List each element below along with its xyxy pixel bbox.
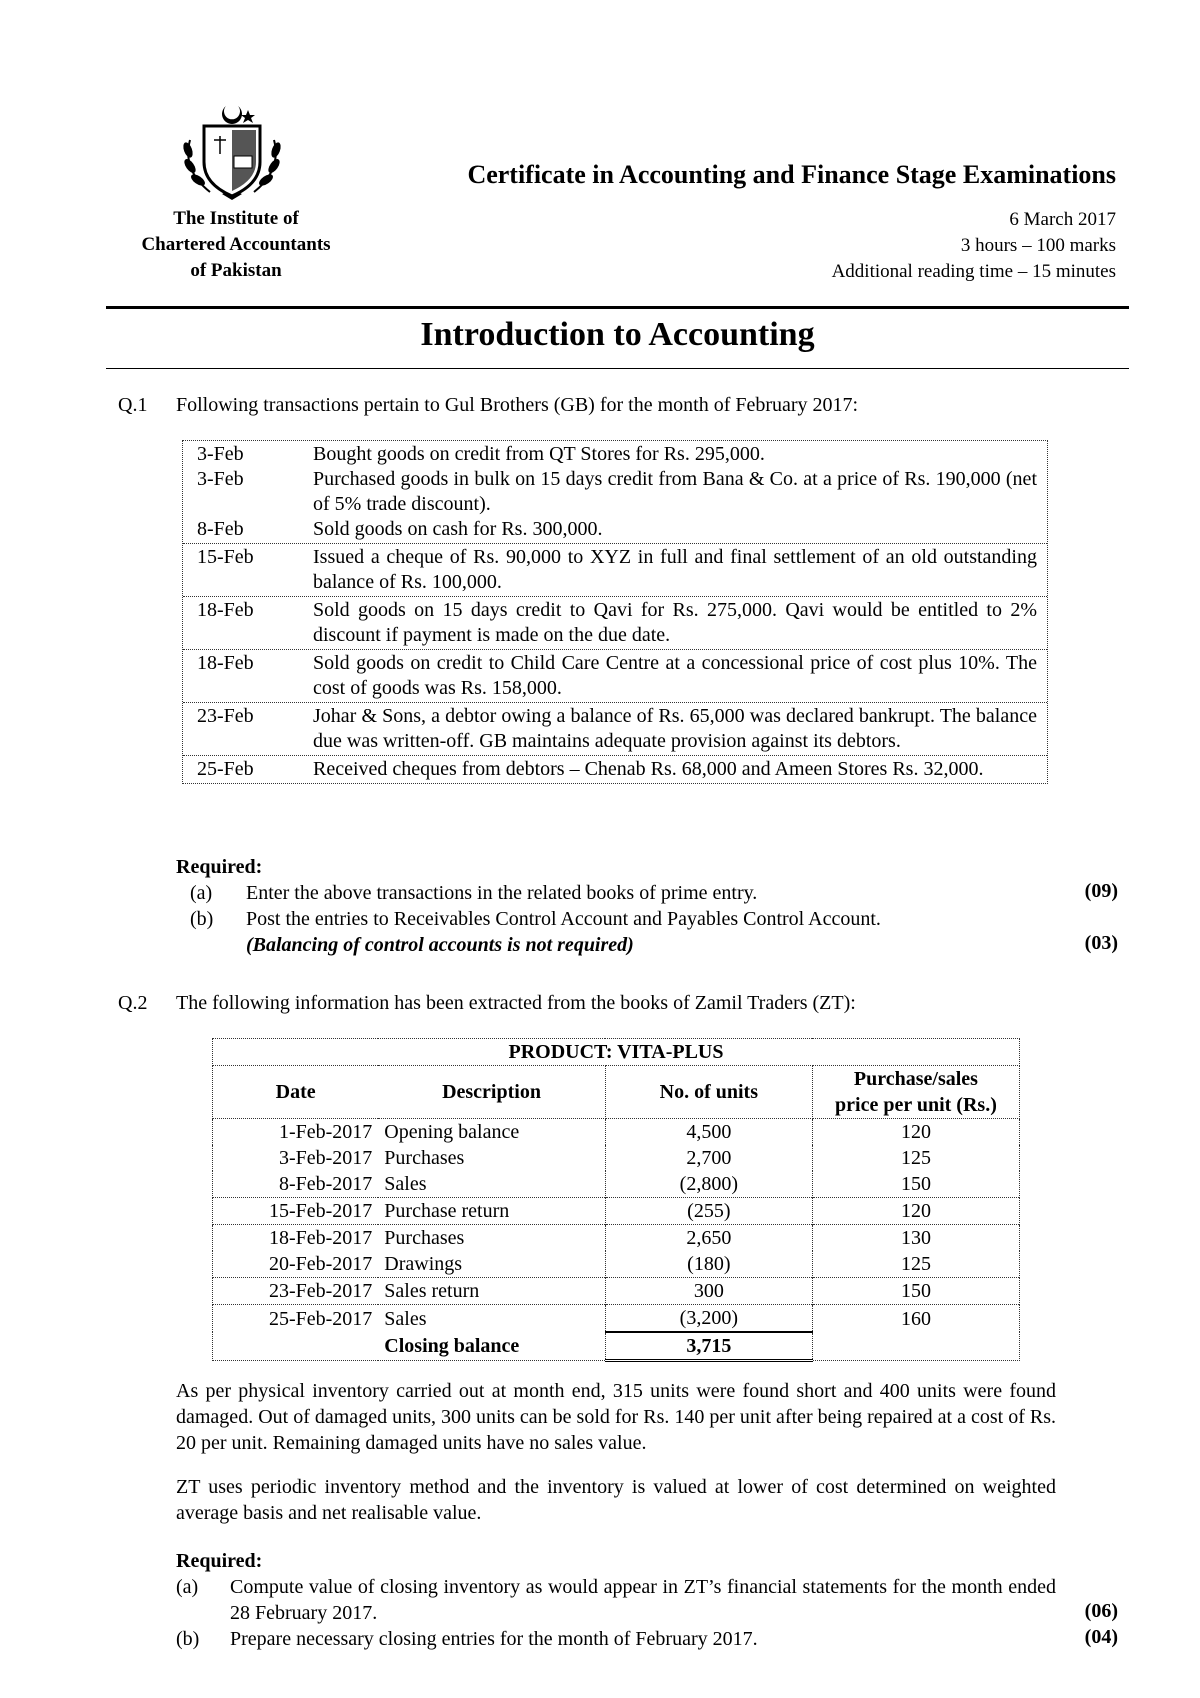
exam-date: 6 March 2017 <box>1009 209 1116 230</box>
requirement-label: (b) <box>190 908 214 930</box>
institute-logo <box>176 100 288 204</box>
row-units: 2,650 <box>605 1225 812 1252</box>
row-date: 20-Feb-2017 <box>213 1251 379 1278</box>
row-price: 150 <box>812 1278 1019 1305</box>
transaction-date: 3-Feb <box>197 443 244 465</box>
row-description: Opening balance <box>378 1119 605 1146</box>
row-date: 23-Feb-2017 <box>213 1278 379 1305</box>
transaction-date: 18-Feb <box>197 652 254 674</box>
title-divider <box>106 368 1129 369</box>
row-price: 130 <box>812 1225 1019 1252</box>
transaction-text: Sold goods on cash for Rs. 300,000. <box>313 518 603 540</box>
column-header-price <box>812 1066 1019 1119</box>
row-description: Sales <box>378 1305 605 1333</box>
row-units: (255) <box>605 1198 812 1225</box>
closing-label: Closing balance <box>378 1332 605 1361</box>
row-date: 18-Feb-2017 <box>213 1225 379 1252</box>
row-units: (3,200) <box>605 1305 812 1333</box>
institute-name-line: of Pakistan <box>190 260 282 281</box>
requirement-label: (a) <box>190 882 213 904</box>
row-description: Purchase return <box>378 1198 605 1225</box>
transaction-text: Received cheques from debtors – Chenab Rs. 68,000 and Ameen Stores Rs. 32,000. <box>313 758 984 780</box>
row-description: Sales <box>378 1171 605 1198</box>
row-units: (180) <box>605 1251 812 1278</box>
q2-requirement-b <box>176 1626 1056 1652</box>
row-description: Drawings <box>378 1251 605 1278</box>
q1-required-title: Required: <box>176 856 263 878</box>
requirement-text: Prepare necessary closing entries for the month of February 2017. <box>230 1628 758 1650</box>
transaction-group <box>183 755 1047 783</box>
q2-marks-a: (06) <box>1084 1600 1118 1622</box>
q2-paragraph-1: As per physical inventory carried out at month end, 315 units were found short and 400 units were found damaged. Out of damaged units, 300 units can be sold for Rs. 140 per unit after being repaired at a cost of Rs. 20 per unit. Remaining damaged units have no sales value. <box>176 1380 1056 1454</box>
inventory-table <box>212 1038 1020 1362</box>
row-price: 120 <box>812 1119 1019 1146</box>
q1-marks-a: (09) <box>1084 880 1118 902</box>
institute-name-line: Chartered Accountants <box>141 234 331 255</box>
transaction-group <box>183 596 1047 649</box>
transaction-text: Sold goods on credit to Child Care Centre at a concessional price of cost plus 10%. The cost of goods was Rs. 158,000. <box>313 652 1037 699</box>
institute-name <box>106 206 366 284</box>
closing-row <box>213 1332 1020 1361</box>
table-row <box>213 1278 1020 1305</box>
q1-marks-b: (03) <box>1084 932 1118 954</box>
q1-number: Q.1 <box>118 394 148 416</box>
row-description: Purchases <box>378 1145 605 1171</box>
row-price: 160 <box>812 1305 1019 1333</box>
transaction-date: 8-Feb <box>197 518 244 540</box>
transaction-date: 3-Feb <box>197 468 244 490</box>
transaction-group <box>183 702 1047 755</box>
transaction-text: Purchased goods in bulk on 15 days credit from Bana & Co. at a price of Rs. 190,000 (net of 5% trade discount). <box>313 468 1037 515</box>
exam-reading-time: Additional reading time – 15 minutes <box>831 261 1116 282</box>
row-price <box>812 1332 1019 1361</box>
paper-title: Introduction to Accounting <box>420 316 815 353</box>
row-description: Sales return <box>378 1278 605 1305</box>
closing-units: 3,715 <box>605 1332 812 1361</box>
transaction-group <box>183 649 1047 702</box>
transaction-group <box>183 543 1047 596</box>
table-title: PRODUCT: VITA-PLUS <box>213 1039 1020 1066</box>
row-date: 25-Feb-2017 <box>213 1305 379 1333</box>
crest-icon <box>176 100 288 204</box>
q2-required-title: Required: <box>176 1550 263 1572</box>
exam-meta <box>832 207 1116 285</box>
requirement-text: Compute value of closing inventory as would appear in ZT’s financial statements for the month ended 28 February 2017. <box>230 1576 1056 1624</box>
q1-transactions-box <box>182 440 1048 784</box>
table-row <box>213 1145 1020 1171</box>
q1-requirement-a <box>190 880 1118 906</box>
requirement-label: (a) <box>176 1576 199 1598</box>
row-date: 8-Feb-2017 <box>213 1171 379 1198</box>
row-units: 2,700 <box>605 1145 812 1171</box>
column-header-date: Date <box>213 1066 379 1119</box>
exam-title: Certificate in Accounting and Finance Stage Examinations <box>467 160 1116 189</box>
q2-intro: The following information has been extracted from the books of Zamil Traders (ZT): <box>176 992 856 1014</box>
column-header-price-line: Purchase/sales <box>853 1068 978 1090</box>
q2-paragraph-2: ZT uses periodic inventory method and the inventory is valued at lower of cost determined on weighted average basis and net realisable value. <box>176 1476 1056 1524</box>
transaction-date: 15-Feb <box>197 546 254 568</box>
q2-number: Q.2 <box>118 992 148 1014</box>
transaction-text: Issued a cheque of Rs. 90,000 to XYZ in full and final settlement of an old outstanding balance of Rs. 100,000. <box>313 546 1037 593</box>
table-row <box>213 1305 1020 1333</box>
column-header-units: No. of units <box>605 1066 812 1119</box>
q1-requirement-b <box>190 906 1118 958</box>
table-row <box>213 1171 1020 1198</box>
row-date: 1-Feb-2017 <box>213 1119 379 1146</box>
requirement-note: (Balancing of control accounts is not required) <box>246 934 634 956</box>
table-row <box>213 1198 1020 1225</box>
column-header-description: Description <box>378 1066 605 1119</box>
row-units: (2,800) <box>605 1171 812 1198</box>
column-header-price-line: price per unit (Rs.) <box>835 1094 997 1116</box>
exam-duration: 3 hours – 100 marks <box>960 235 1116 256</box>
row-date <box>213 1332 379 1361</box>
q1-intro: Following transactions pertain to Gul Brothers (GB) for the month of February 2017: <box>176 394 859 416</box>
transaction-text: Sold goods on 15 days credit to Qavi for Rs. 275,000. Qavi would be entitled to 2% discount if payment is made on the due date. <box>313 599 1037 646</box>
transaction-date: 23-Feb <box>197 705 254 727</box>
transaction-date: 25-Feb <box>197 758 254 780</box>
row-price: 150 <box>812 1171 1019 1198</box>
row-date: 15-Feb-2017 <box>213 1198 379 1225</box>
table-row <box>213 1251 1020 1278</box>
row-units: 4,500 <box>605 1119 812 1146</box>
transaction-text: Bought goods on credit from QT Stores for Rs. 295,000. <box>313 443 765 465</box>
row-price: 125 <box>812 1251 1019 1278</box>
row-description: Purchases <box>378 1225 605 1252</box>
row-price: 125 <box>812 1145 1019 1171</box>
requirement-text: Post the entries to Receivables Control Account and Payables Control Account. <box>246 908 881 930</box>
table-row <box>213 1225 1020 1252</box>
q2-requirement-a <box>176 1574 1056 1626</box>
transaction-text: Johar & Sons, a debtor owing a balance of Rs. 65,000 was declared bankrupt. The balance due was written-off. GB maintains adequate provision against its debtors. <box>313 705 1037 752</box>
transaction-group <box>183 441 1047 543</box>
row-date: 3-Feb-2017 <box>213 1145 379 1171</box>
requirement-label: (b) <box>176 1628 200 1650</box>
row-units: 300 <box>605 1278 812 1305</box>
row-price: 120 <box>812 1198 1019 1225</box>
transaction-date: 18-Feb <box>197 599 254 621</box>
requirement-text: Enter the above transactions in the related books of prime entry. <box>246 882 758 904</box>
institute-name-line: The Institute of <box>173 208 299 229</box>
table-row <box>213 1119 1020 1146</box>
header-divider <box>106 306 1129 309</box>
q2-marks-b: (04) <box>1084 1626 1118 1648</box>
